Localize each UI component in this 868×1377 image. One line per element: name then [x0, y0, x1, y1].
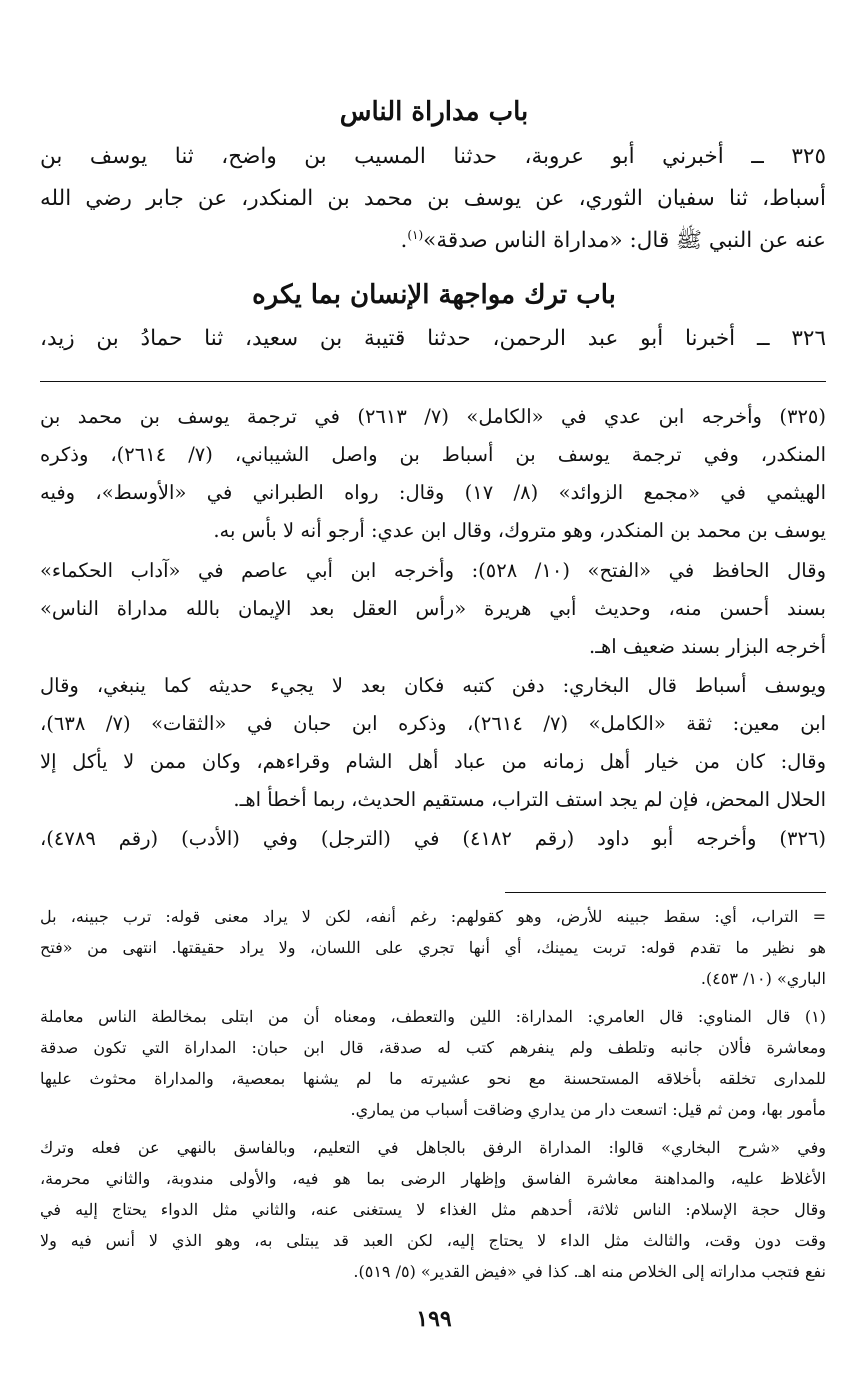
footnote-line-9: الأغلاظ عليه، والمداهنة معاشرة الفاسق وإظهار الرضى بما هو فيه، والأولى مندوبة، والثاني محرمة، — [40, 1169, 826, 1188]
footnote-line-7: مأمور بها، ومن ثم قيل: اتسعت دار من يداري وضاقت أسباب من يماري. — [350, 1100, 826, 1119]
main-text-line-4: ٣٢٦ ــ أخبرنا أبو عبد الرحمن، حدثنا قتيبة بن سعيد، ثنا حمادُ بن زيد، — [40, 326, 826, 351]
note-line-5: وقال الحافظ في «الفتح» (١٠/ ٥٢٨): وأخرجه ابن أبي عاصم في «آداب الحكماء» — [40, 559, 826, 582]
chapter-heading-2: باب ترك مواجهة الإنسان بما يكره — [252, 280, 616, 310]
main-text-line-2: أسباط، ثنا سفيان الثوري، عن يوسف بن محمد بن المنكدر، عن جابر رضي الله — [40, 186, 826, 211]
note-line-9: ابن معين: ثقة «الكامل» (٧/ ٢٦١٤)، وذكره ابن حبان في «الثقات» (٧/ ٦٣٨)، — [40, 712, 826, 735]
note-line-1: (٣٢٥) وأخرجه ابن عدي في «الكامل» (٧/ ٢٦١٣) في ترجمة يوسف بن محمد بن — [40, 405, 826, 428]
note-line-11: الحلال المحض، فإن لم يجد استف التراب، مستقيم الحديث، ربما أخطأ اهـ. — [233, 788, 826, 811]
main-text-line-3 — [40, 220, 826, 262]
footnote-line-10: وقال حجة الإسلام: الناس ثلاثة، أحدهم مثل الغذاء لا يستغنى عنه، والثاني مثل الدواء يحتاج إليه في — [40, 1200, 826, 1219]
footnote-line-1: = التراب، أي: سقط جبينه للأرض، وهو كقولهم: رغم أنفه، لكن لا يراد معنى قوله: ترب جبينه، بل — [40, 907, 826, 926]
main-text-line-1: ٣٢٥ ــ أخبرني أبو عروبة، حدثنا المسيب بن واضح، ثنا يوسف بن — [40, 144, 826, 169]
footnote-line-12: نفع فتجب مداراته إلى الخلاص منه اهـ. كذا في «فيض القدير» (٥/ ٥١٩). — [353, 1262, 826, 1281]
footnote-line-6: للمدارى تخلقه بأخلاقه المستحسنة مع نحو عشيرته ما لم يشنها بمعصية، والمداراة محثوث عليها — [40, 1069, 826, 1088]
footnote-line-3: الباري» (١٠/ ٤٥٣). — [700, 969, 826, 988]
note-line-4: يوسف بن محمد بن المنكدر، وهو متروك، وقال ابن عدي: أرجو أنه لا بأس به. — [213, 519, 826, 542]
page-number: ١٩٩ — [416, 1306, 452, 1332]
footnote-marker-1: (١) — [407, 227, 424, 242]
note-line-6: بسند أحسن منه، وحديث أبي هريرة «رأس العقل بعد الإيمان بالله مداراة الناس» — [40, 597, 826, 620]
footnote-line-4: (١) قال المناوي: قال العامري: المداراة: اللين والتعطف، ومعناه أن من ابتلى بمخالطة الناس معاملة — [40, 1007, 826, 1026]
section-divider — [40, 381, 826, 382]
note-line-2: المنكدر، وفي ترجمة يوسف بن أسباط بن واصل الشيباني، (٧/ ٢٦١٤)، وذكره — [40, 443, 826, 466]
main-text-line-3-end: . — [400, 228, 408, 253]
chapter-heading-1: باب مداراة الناس — [339, 97, 529, 127]
footnote-divider — [505, 892, 826, 893]
note-line-12: (٣٢٦) وأخرجه أبو داود (رقم ٤١٨٢) في (الترجل) وفي (الأدب) (رقم ٤٧٨٩)، — [40, 827, 826, 850]
note-line-7: أخرجه البزار بسند ضعيف اهـ. — [589, 635, 826, 658]
note-line-8: ويوسف أسباط قال البخاري: دفن كتبه فكان بعد لا يجيء حديثه كما ينبغي، وقال — [40, 674, 826, 697]
footnote-line-8: وفي «شرح البخاري» قالوا: المداراة الرفق بالجاهل في التعليم، وبالفاسق بالنهي عن فعله وترك — [40, 1138, 826, 1157]
footnote-line-2: هو نظير ما تقدم قوله: تربت يمينك، أي أنها تجري على اللسان، ولا يراد حقيقتها. انتهى من «فتح — [40, 938, 826, 957]
note-line-3: الهيثمي في «مجمع الزوائد» (٨/ ١٧) وقال: رواه الطبراني في «الأوسط»، وفيه — [40, 481, 826, 504]
footnote-line-11: وقت دون وقت، والثالث مثل الداء لا يحتاج إليه، لكن العبد قد يبتلى به، وهو الذي لا أنس فيه ولا — [40, 1231, 826, 1250]
footnote-line-5: ومعاشرة فألان جانبه وتلطف ولم ينفرهم كتب له صدقة، قال ابن حبان: المداراة التي تكون صدقة — [40, 1038, 826, 1057]
main-text-line-3-body: عنه عن النبي ﷺ قال: «مداراة الناس صدقة» — [423, 228, 826, 253]
note-line-10: وقال: كان من خيار أهل زمانه من عباد أهل الشام وقراءهم، وكان ممن لا يأكل إلا — [40, 750, 826, 773]
